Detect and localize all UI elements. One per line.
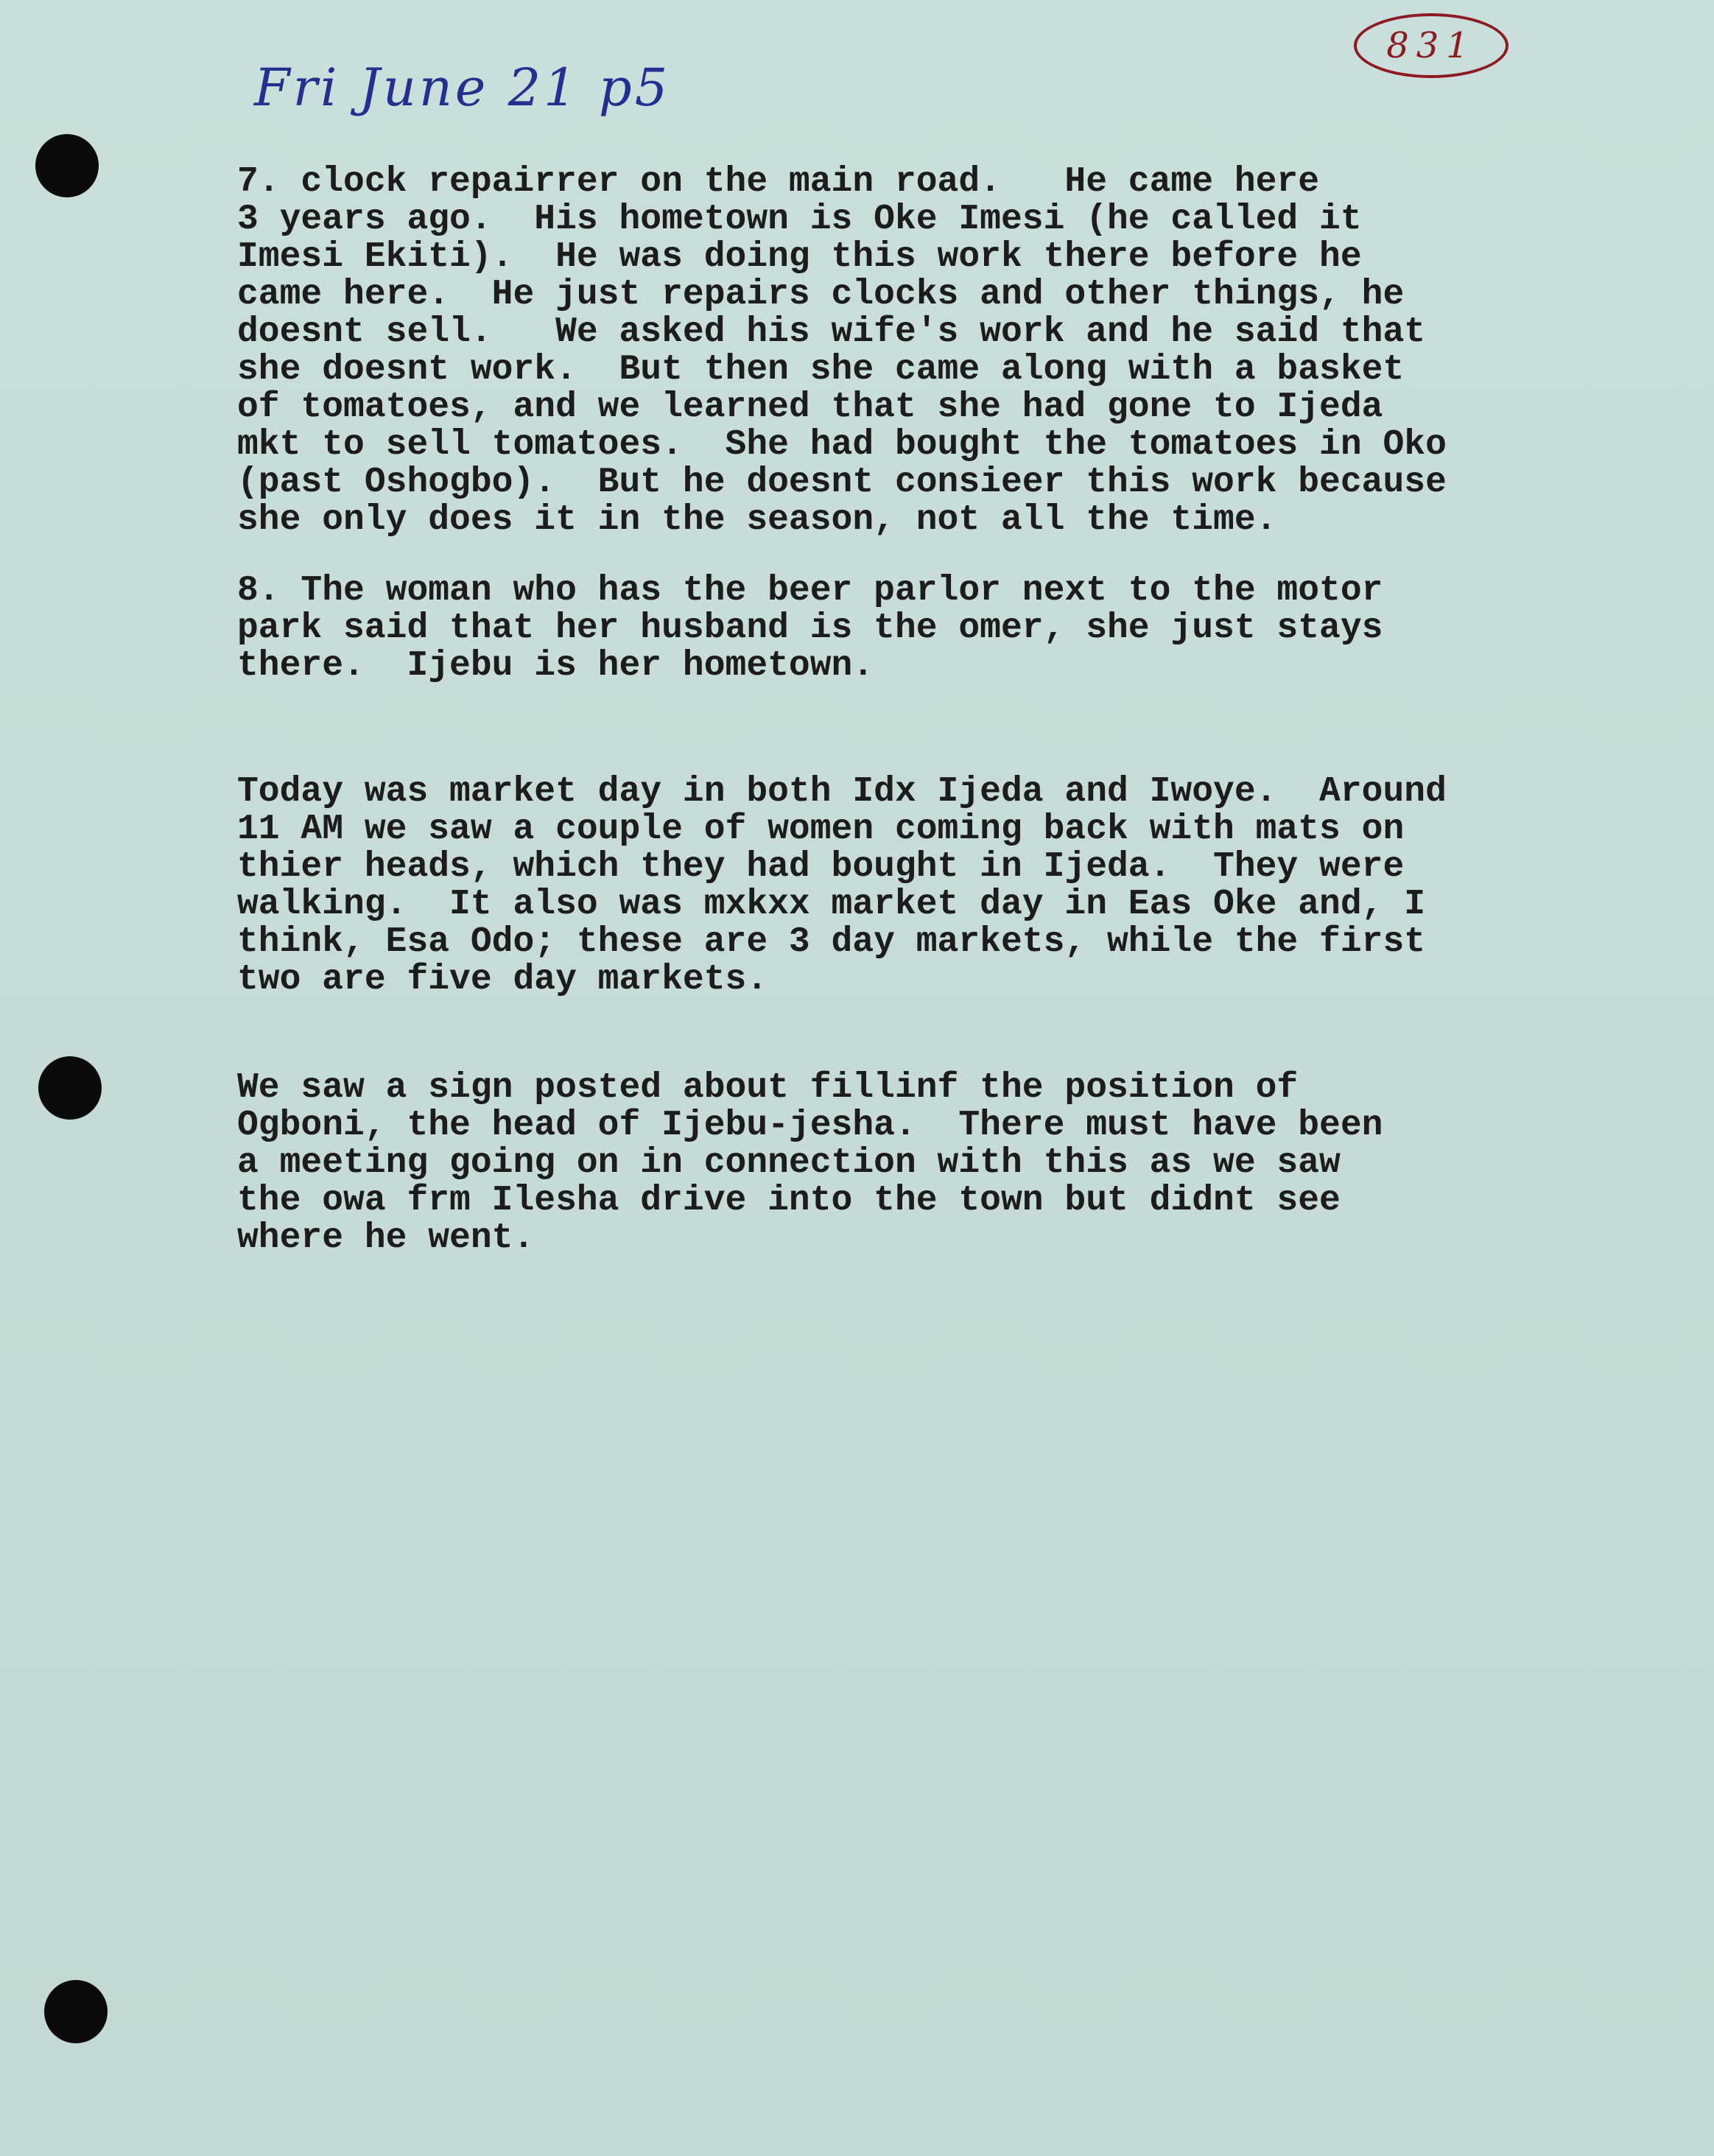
- text-line: mkt to sell tomatoes. She had bought the tomatoes in Oko: [237, 425, 1447, 465]
- handwritten-date: Fri June 21 p5: [254, 57, 671, 118]
- text-line: two are five day markets.: [237, 960, 768, 1000]
- page-number-circle: [1354, 13, 1508, 78]
- text-line: Today was market day in both Idx Ijeda and Iwoye. Around: [237, 772, 1447, 812]
- text-line: the owa frm Ilesha drive into the town but didnt see: [237, 1181, 1341, 1221]
- text-line: Imesi Ekiti). He was doing this work there before he: [237, 237, 1362, 277]
- punch-hole-middle: [38, 1056, 102, 1120]
- paragraph-market-day: [237, 773, 1511, 999]
- text-line: came here. He just repairs clocks and other things, he: [237, 275, 1405, 315]
- paragraph-ogboni-sign: [237, 1070, 1511, 1257]
- text-line: park said that her husband is the omer, she just stays: [237, 608, 1383, 648]
- text-line: there. Ijebu is her hometown.: [237, 646, 874, 686]
- page-number: 831: [1386, 25, 1476, 66]
- text-line: thier heads, which they had bought in Ijeda. They were: [237, 847, 1405, 887]
- text-line: she doesnt work. But then she came along with a basket: [237, 350, 1405, 390]
- text-line: We saw a sign posted about fillinf the position of: [237, 1068, 1299, 1108]
- text-line: doesnt sell. We asked his wife's work and he said that: [237, 312, 1426, 352]
- text-line: 7. clock repairrer on the main road. He came here: [237, 162, 1320, 202]
- text-line: a meeting going on in connection with this as we saw: [237, 1143, 1341, 1183]
- punch-hole-top: [35, 134, 99, 197]
- text-line: Ogboni, the head of Ijebu-jesha. There must have been: [237, 1106, 1383, 1145]
- text-line: (past Oshogbo). But he doesnt consieer this work because: [237, 463, 1447, 502]
- text-line: of tomatoes, and we learned that she had gone to Ijeda: [237, 387, 1383, 427]
- text-line: 11 AM we saw a couple of women coming back with mats on: [237, 810, 1405, 849]
- text-line: 3 years ago. His hometown is Oke Imesi (he called it: [237, 200, 1362, 239]
- paragraph-item-8: [237, 572, 1511, 685]
- text-line: 8. The woman who has the beer parlor next to the motor: [237, 571, 1383, 611]
- punch-hole-bottom: [44, 1980, 108, 2043]
- text-line: she only does it in the season, not all the time.: [237, 500, 1277, 540]
- text-line: walking. It also was mxkxx market day in Eas Oke and, I: [237, 885, 1426, 924]
- text-line: where he went.: [237, 1218, 535, 1258]
- text-line: think, Esa Odo; these are 3 day markets, while the first: [237, 922, 1426, 962]
- paragraph-item-7: [237, 164, 1511, 539]
